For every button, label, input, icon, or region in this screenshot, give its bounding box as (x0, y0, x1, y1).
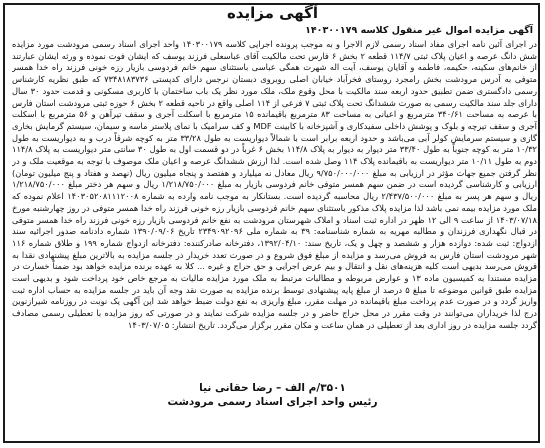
notice-body-text: در اجرای آئین نامه اجرای مفاد اسناد رسمی لازم الاجرا و به موجب پرونده اجرایی کلاسه ۱۴۰۳۰۰۱۷۹ واحد اجرای اسناد رسمی مرودشت مورد مزایده شش دانگ عرصه و اعیان پلاک ثبتی ۱۱۴/۷ قطعه ۲ بخش ۶ فارس تحت مالکیت آقای عباسعلی فرزند یوسف که ایشان فوت نموده و ورثه ایشان عبارتند از خانم‌های سکینه، حکیمه، فاطمه و آقایان یوسف، آیت اله شهرت همگی عباسی باستثنای سهم خانم فردوسی بازیار رزه خونی فرزند راه خدا همسر متوفی به آدرس مرودشت بخش رامجرد روستای فخرآباد خیابان اصلی روبروی دبستان نرجس دارای کدپستی ۷۳۴۸۱۸۳۷۳۶ که طبق نظریه کارشناس رسمی دادگستری ضمن تطبیق حدود اربعه سند مالکیت با محل وقوع ملک، ملک مورد نظر یک باب ساختمان با کاربری مسکونی و قدمت حدود ۳۰ سال دارای جلد سند مالکیت رسمی به صورت ششدانگ تحت پلاک ثبتی ۷ فرعی از ۱۱۴ اصلی واقع در ناحیه قطعه ۲ بخش ۶ حوزه ثبتی مرودشت استان فارس با عرصه به مساحت ۳۴۰/۶۱ مترمربع و اعیانی به مساحت ۸۳ مترمربع باقیمانده ۱۵ مترمربع با اسکلت آجری و سقف تیرآهن و ۵۶ مترمربع با اسکلت آجری و سقف تیرچه و بلوک و پوشش داخلی سفیدکاری و آشپزخانه با کابینت MDF و کف سرامیک با نمای پلاستر ماسه و سیمان، سیستم گرمایش بخاری گازی و سیستم سرمایش کولر آبی می‌باشد و حدود اربعه برابر است با شمالاً دیواریست به طول ۳۳/۲۸ متر به کوچه شرقاً درب و به دیواریست به طول ۱۰/۳۲ متر به کوچه جنوباً به طول ۳۳/۴۰ متر دیوار به دیوار به پلاک ۱۱۴/۸ بخش ۶ غرباً در دو قسمت اول به طول ۳۰ سانتی متر دیواریست به پلاک ۱۱۴/۸ دوم به طول ۱۰/۱۱ متر دیواریست به باقیمانده پلاک ۱۱۴ وصل شده است. لذا ارزش ششدانگ عرصه و اعیان ملک موصوف با توجه به موقعیت ملک و در نظر گرفتن جمیع جهات مؤثر در ارزیابی به مبلغ ۹/۷۵۰/۰۰۰/۰۰۰ ریال معادل نه میلیارد و هفتصد و پنجاه میلیون ریال (نهصد و هفتاد و پنج میلیون تومان) ارزیابی و کارشناسی گردیده است در ضمن سهم همسر متوفی خانم فردوسی بازیار به مبلغ ۱/۲۱۸/۷۵۰/۰۰۰ ریال و سهم هر دختر مبلغ ۱/۲۱۸/۷۵۰/۰۰۰ ریال و سهم هر پسر به مبلغ ۲/۴۳۷/۵۰۰/۰۰۰ ریال محاسبه گردیده است. بستانکار به موجب نامه وارده به شماره ۱۴۰۳۰۵۲۰۸۱۱۱۲۰۰۸ اعلام نموده که ملک مورد مزایده بیمه نمی باشد لذا مزایده پلاک مذکور باستثنای سهم خانم فردوسی بازیار رزه خونی فرزند راه خدا همسر متوفی در روز چهارشنبه مورخ ۱۴۰۳/۰۷/۱۸ از ساعت ۹ الی ۱۲ ظهر در اداره ثبت اسناد و املاک شهرستان مرودشت به نفع خانم فردوسی بازیار رزه خونی فرزند راه خدا همسر متوفی در قبال نگهداری فرزندان و مطالبه مهریه به شماره شناسنامه: ۳۹ به شماره ملی ۲۳۴۹۰۹۲۰۹۶ تاریخ ۱۳۹۰/۰۹/۰۶ شماره دادنامه صدور اجرائیه سند ازدواج: ثبت شده: دوازده هزار و ششصد و چهل و یک، تاریخ سند: ۱۳۹۲/۰۴/۱۰، دفترخانه صادرکننده: دفترخانه ازدواج شماره ۱۹۹ و طلاق شماره ۱۱۶ شهر مرودشت استان فارس به فروش می‌رسد و مزایده از مبلغ فوق شروع و در صورت تعدد خریدار در جلسه مزایده به بالاترین مبلغ پیشنهادی نقدا به فروش می‌رسد بدیهی است کلیه هزینه‌های نقل و انتقال و بیم عرض اجرایی و حق حراج و غیره ... کلا به عهده برنده مزایده خواهد بود ضمناً خسارت در مزایده مستندا به کمیسیون ماده ۱۳ و عوارض مربوطه و مطالبات مرتبط به ملک مورد مزایده مالیات به مرجع خاص خود پرداخت شود و بدیهی است مزایده طبق قوانین موضوعه تا مبلغ ۵ درصد از مبلغ پایه پیشنهادی توسط برنده مزایده به صورت نقد وجه آن باید در جلسه مزایده به حساب اداره ثبت واریز گردد و در صورت عدم پرداخت مبلغ باقیمانده در مهلت مقرر، مبلغ واریزی به نفع دولت ضبط خواهد شد این آگهی یک نوبت در روزنامه شیرازنوین درج لذا خریداران می‌توانند در وقت مقرر در محل حراج حاضر و در جلسه مزایده شرکت نمایند و در صورتی که روز مزایده با تعطیلی رسمی مصادف گردد جلسه مزایده در روز اداری بعد از تعطیلی در همان ساعت و مکان مقرر برگزار می‌گردد. تاریخ انتشار: ۱۴۰۳/۰۷/۰۵ (12, 39, 537, 330)
signature-role-line: رئیس واحد اجرای اسناد رسمی مرودشت (167, 396, 378, 408)
notice-title: آگهی مزایده (226, 4, 319, 22)
signature-code-line: ۳۵۰۱/م الف – رضا حقانی نیا (199, 382, 346, 394)
notice-subtitle: آگهی مزایده اموال غیر منقول کلاسه ۱۴۰۳۰۰۱۷۹ (305, 25, 533, 36)
signature-block (0, 381, 545, 409)
